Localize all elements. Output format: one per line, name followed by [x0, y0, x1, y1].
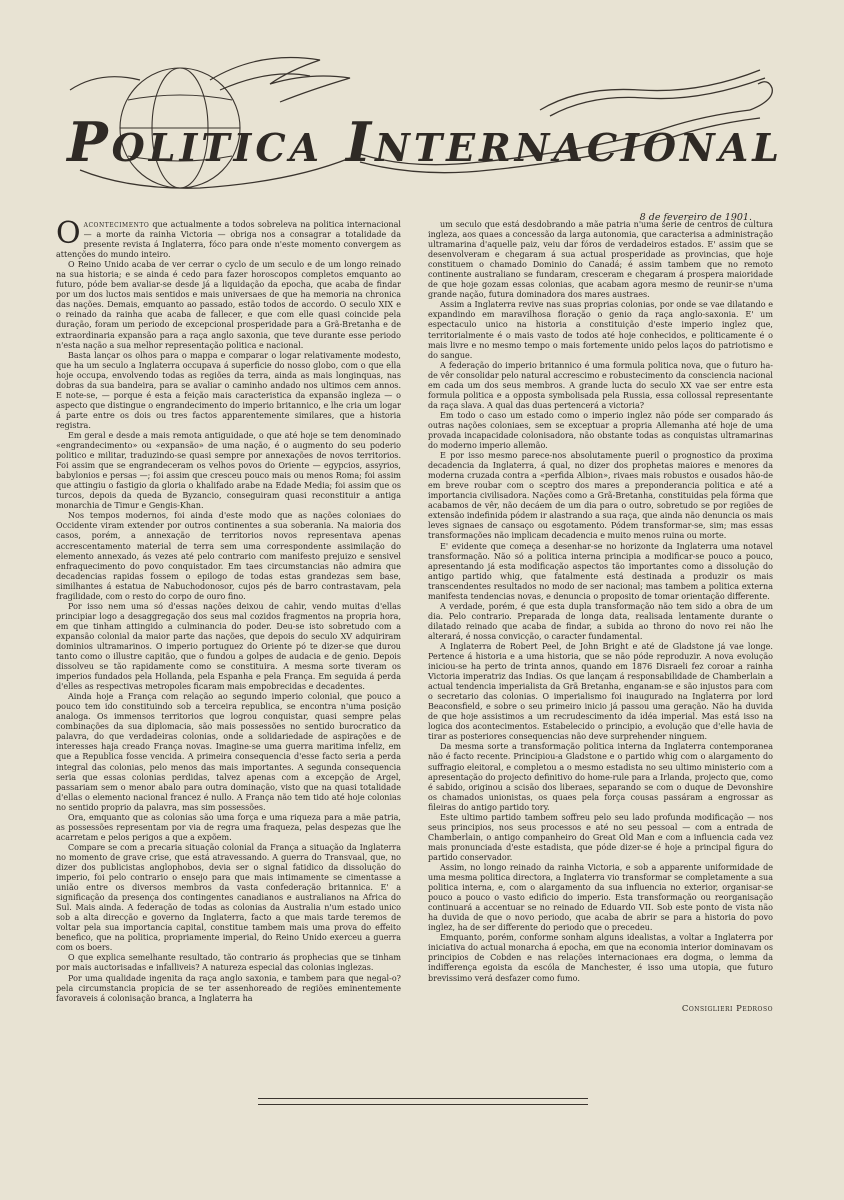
- masthead-title: Politica Internacional: [67, 110, 783, 174]
- article-paragraph: Este ultimo partido tambem soffreu pelo seu lado profunda modificação — nos seus principios, nos seus processos e até no seu pessoal — com a entrada de Chamberlain, o antigo companheiro do Great Old Man e com a influencia cada vez mais pronunciada d'este estadista, que póde dizer-se é hoje a principal figura do partido conservador.: [428, 812, 773, 862]
- wing-flourish: [70, 58, 350, 103]
- article-paragraph: Em geral e desde a mais remota antiguidade, o que até hoje se tem denominado «engrandecimento» ou «expansão» de uma nação, é o augmento do seu poderio politico e militar, traduzindo-se quasi sempre por annexações de novos territorios. Foi assim que se engrandeceram os velhos povos do Oriente — egypcios, assyrios, babylonios e persas —; foi assim que cresceu pouco mais ou menos Roma; foi assim que attingiu o fastigio da gloria o khalifado arabe na Edade Media; foi assim que os turcos, depois da queda de Byzancio, conseguiram quasi reconstituir a antiga monarchia de Timur e Gengis-Khan.: [56, 430, 401, 511]
- footer-rule-bottom: [258, 1104, 588, 1105]
- author-signature: Consiglieri Pedroso: [681, 1003, 773, 1014]
- lead-smallcaps: acontecimento: [83, 220, 150, 229]
- dateline: 8 de fevereiro de 1901.: [639, 212, 752, 223]
- article-paragraph: Por uma qualidade ingenita da raça anglo saxonia, e tambem para que negal-o? pela circumstancia propicia de se ter assenhoreado de regiões eminentemente favoraveis á colonisação branca, a Inglaterra ha: [56, 973, 401, 1003]
- article-paragraph: A verdade, porém, é que esta dupla transformação não tem sido a obra de um dia. Pelo contrario. Preparada de longa data, realisada lentamente durante o dilatado reinado que acaba de findar, a subida ao throno do novo rei não lhe alterará, é nossa convicção, o caracter fundamental.: [428, 601, 773, 641]
- article-paragraph: A Inglaterra de Robert Peel, de John Bright e até de Gladstone já vae longe. Pertence á historia e a uma historia, que se não póde reproduzir. A nova evolução iniciou-se ha perto de trinta annos, quando em 1876 Disraeli fez coroar a rainha Victoria imperatriz das Indias. Os que lançam á responsabilidade de Chamberlain a actual tendencia imperialista da Grã Bretanha, enganam-se e são injustos para com o secretario das colonias. O imperialismo foi inaugurado na Inglaterra por lord Beaconsfield, e sobre o seu primeiro inicio já passou uma geração. Não ha duvida de que hoje assistimos a um recrudescimento da idéa imperial. Mas está isso na logica dos acontecimentos. Estabelecido o principio, a evolução que d'elle havia de tirar as posteriores consequencias não deve surprehender ninguem.: [428, 641, 773, 742]
- article-paragraph: Por isso nem uma só d'essas nações deixou de cahir, vendo muitas d'ellas principiar logo a desaggregação dos seus mal cozidos fragmentos na propria hora, em que tinham attingido a culminancia do poder. Deu-se isto sobretudo com a expansão colonial da maior parte das nações, que depois do seculo XV adquiriram dominios ultramarinos. O imperio portuguez do Oriente pó te dizer-se que durou tanto como o illustre capitão, que o fundou a golpes de audacia e de genio. Depois dissolveu se tão rapidamente como se constituira. A mesma sorte tiveram os imperios fundados pela Hollanda, pela Espanha e pela França. Em seguida á perda d'elles as respectivas metropoles ficaram mais empobrecidas e decadentes.: [56, 601, 401, 692]
- paragraph-text: que actualmente a todos sobreleva na politica internacional — a morte da rainha Victoria — obriga nos a consagrar a totalidade da presente revista á Inglaterra, fóco para onde n'este momento convergem as attenções do mundo inteiro.: [56, 220, 401, 260]
- article-paragraph: Ainda hoje a França com relação ao segundo imperio colonial, que pouco a pouco tem ido constituindo sob a terceira republica, se encontra n'uma posição analoga. Os immensos territorios que logrou conquistar, quasi sempre pelas combinações da sua diplomacia, são mais possessões no sentido burocratico da palavra, do que verdadeiras colonias, onde a solidariedade de aspirações e de interesses haja creado França novas. Imagine-se uma guerra maritima infeliz, em que a Republica fosse vencida. A primeira consequencia d'esse facto seria a perda integral das colonias, pelo menos das mais importantes. A segunda consequencia seria que essas colonias perdidas, talvez apenas com a excepção de Argel, passariam sem o menor abalo para outra dominação, visto que na quasi totalidade d'ellas o elemento nacional francez é nullo. A França não tem tido até hoje colonias no sentido proprio da palavra, mas sim possessões.: [56, 692, 401, 812]
- article-paragraph: E' evidente que começa a desenhar-se no horizonte da Inglaterra uma notavel transformação. Não só a politica interna principia a modificar-se pouco a pouco, apresentando já esta modificação aspectos tão importantes como a dissolução do antigo partido whig, que fatalmente está destinada a produzir os mais transcendentes resultados no modo de ser nacional; mas tambem a politica externa manifesta tendencias novas, e denuncia o proposito de tomar orientação differente.: [428, 541, 773, 601]
- article-paragraph: O que explica semelhante resultado, tão contrario ás prophecias que se tinham por mais auctorisadas e infalliveis? A natureza especial das colonias inglezas.: [56, 953, 401, 973]
- drop-cap: O: [56, 216, 81, 251]
- article-column-right: [428, 220, 773, 1014]
- article-paragraph: Ora, emquanto que as colonias são uma força e uma riqueza para a mãe patria, as possessões representam por via de regra uma fraqueza, pelas despezas que lhe acarretam e pelos perigos a que a expõem.: [56, 812, 401, 842]
- footer-rule-top: [258, 1098, 588, 1099]
- article-paragraph: E por isso mesmo parece-nos absolutamente pueril o prognostico da proxima decadencia da Inglaterra, á qual, no dizer dos prophetas maiores e menores da moderna cruzada contra a «perfida Albion», rivaes mais robustos e ousados hão-de em breve roubar com o sceptro dos mares a preponderancia politica e até a importancia civilisadora. Nações como a Grã-Bretanha, constituidas pela fórma que acabamos de vêr, não decáem de um dia para o outro, sobretudo se por regiões de extensão indefinida pódem ir alastrando a sua raça, que ainda não denuncia os mais leves signaes de cansaço ou esgotamento. Pódem transformar-se, sim; mas essas transformações não implicam decadencia e muito menos ruina ou morte.: [428, 451, 773, 541]
- article-paragraph: O Reino Unido acaba de ver cerrar o cyclo de um seculo e de um longo reinado na sua historia; e se ainda é cedo para fazer horoscopos completos emquanto ao futuro, póde bem avaliar-se desde já a liquidação da epocha, que acaba de findar por um dos luctos mais sentidos e mais universaes de que ha memoria na chronica das nações. Demais, emquanto ao passado, estão todos de accordo. O seculo XIX e o reinado da rainha que acaba de fallecer, e que com elle quasi coincide pela duração, foram um periodo de excepcional prosperidade para a Grã-Bretanha e de extraordinaria expansão para a raça anglo saxonia, que teve durante esse periodo n'esta nação a sua melhor representação politica e nacional.: [56, 260, 401, 350]
- masthead: [60, 50, 790, 210]
- article-paragraph: A federação do imperio britannico é uma formula politica nova, que o futuro ha-de vêr consolidar pelo natural accrescimo e robustecimento da consciencia nacional em cada um dos seus membros. A grande lucta do seculo XX vae ser entre esta formula politica e a opposta symbolisada pela Russia, essa collossal representante da raça slava. A qual das duas pertencerá a victoria?: [428, 360, 773, 410]
- article-paragraph: um seculo que está desdobrando a mãe patria n'uma serie de centros de cultura ingleza, aos quaes a concessão da larga autonomia, que caracterisa a administração ultramarina d'aquelle paiz, veiu dar fóros de verdadeiros estados. E' assim que se desenvolveram e chegaram á sua actual prosperidade as provincias, que hoje constituem o chamado Dominio do Canadá; é assim tambem que no remoto continente australiano se fundaram, cresceram e chegaram á prospera maioridade de que hoje gozam essas colonias, que acabam agora mesmo de reunir-se n'uma grande nação, futura dominadora dos mares austraes.: [428, 220, 773, 300]
- article-paragraph: Basta lançar os olhos para o mappa e comparar o logar relativamente modesto, que ha um seculo a Inglaterra occupava á superficie do nosso globo, com o que ella hoje occupa, envolvendo todas as regiões da terra, ainda as mais longinquas, nas dobras da sua bandeira, para se avaliar o caminho andado nos ultimos cem annos. E note-se, — porque é esta a feição mais caracteristica da expansão ingleza — o aspecto que distingue o engrandecimento do imperio britannico, e lhe cria um logar á parte entre os dois ou tres factos apparentemente similares, que a historia registra.: [56, 350, 401, 430]
- article-paragraph: Emquanto, porém, conforme sonham alguns idealistas, a voltar a Inglaterra por iniciativa do actual monarcha á epocha, em que na economia interior dominavam os principios de Cobden e nas relações internacionaes era dogma, o lemma da indifferença egoista da escóla de Manchester, é isso uma utopia, que futuro brevissimo verá desfazer como fumo.: [428, 933, 773, 983]
- article-paragraph: Assim a Inglaterra revive nas suas proprias colonias, por onde se vae dilatando e expandindo em maravilhosa floração o genio da raça anglo-saxonia. E' um espectaculo unico na historia a constituição d'este imperio inglez que, territorialmente é o mais vasto de todos até hoje conhecidos, e politicamente é o mais livre e no mesmo tempo o mais fortemente unido pelos laços do patriotismo e do sangue.: [428, 300, 773, 360]
- article-paragraph: Assim, no longo reinado da rainha Victoria, e sob a apparente uniformidade de uma mesma politica directora, a Inglaterra vio transformar se completamente a sua politica interna, e, com o alargamento da sua influencia no exterior, organisar-se pouco a pouco o vasto edificio do imperio. Esta transformação ou reorganisação continuará a accentuar se no reinado de Eduardo VII. Sob este ponto de vista não ha duvida de que o novo periodo, que acaba de abrir se para a historia do povo inglez, ha de ser differente do periodo que o precedeu.: [428, 863, 773, 933]
- article-paragraph: Nos tempos modernos, foi ainda d'este modo que as nações coloniaes do Occidente viram extender por outros continentes a sua soberania. Na maioria dos casos, porém, a annexação de territorios novos representava apenas accrescentamento material de terra sem uma correspondente assimilação do elemento annexado, ás vezes até pelo contrario com manifesto prejuizo e sensivel enfraquecimento do povo conquistador. Em taes circumstancias não admira que decadencias rapidas fossem o epilogo de todas estas grandezas sem base, similhantes á estatua de Nabuchodonosor, cujos pés de barro contrastavam, pela fragilidade, com o resto do corpo de ouro fino.: [56, 511, 401, 601]
- article-paragraph: Da mesma sorte a transformação politica interna da Inglaterra contemporanea não é facto recente. Principiou-a Gladstone e o partido whig com o alargamento do suffragio eleitoral, e completou a o mesmo estadista no seu ultimo ministerio com a apresentação do projecto definitivo do home-rule para a Irlanda, projecto que, como é sabido, originou a scisão dos liberaes, separando se com o duque de Devonshire os chamados unionistas, os quaes pela força cousas passáram a engrossar as fileiras do antigo partido tory.: [428, 742, 774, 812]
- article-column-left: [56, 216, 401, 1004]
- article-paragraph: Compare se com a precaria situação colonial da França a situação da Inglaterra no momento de grave crise, que está atravessando. A guerra do Transvaal, que, no dizer dos publicistas anglophobos, devia ser o signal fatidico da dissolução do imperio, foi pelo contrario o ensejo para que mais intimamente se cimentasse a união entre os diversos membros da vasta confederação britannica. E' a significação da presença dos contingentes canadianos e australianos na Africa do Sul. Mais ainda. A federação de todas as colonias da Australia n'um estado unico sob a alta direcção e governo da Inglaterra, facto a que mais tarde teremos de voltar pela sua importancia capital, constitue tambem mais uma prova do effeito benefico, que na politica, propriamente imperial, do Reino Unido exerceu a guerra com os boers.: [56, 842, 401, 953]
- article-paragraph: Em todo o caso um estado como o imperio inglez não póde ser comparado ás outras nações coloniaes, sem se exceptuar a propria Allemanha até hoje de uma provada incapacidade colonisadora, não obstante todas as conquistas ultramarinas do moderno imperio allemão.: [428, 410, 773, 451]
- article-lead-paragraph: [56, 216, 401, 260]
